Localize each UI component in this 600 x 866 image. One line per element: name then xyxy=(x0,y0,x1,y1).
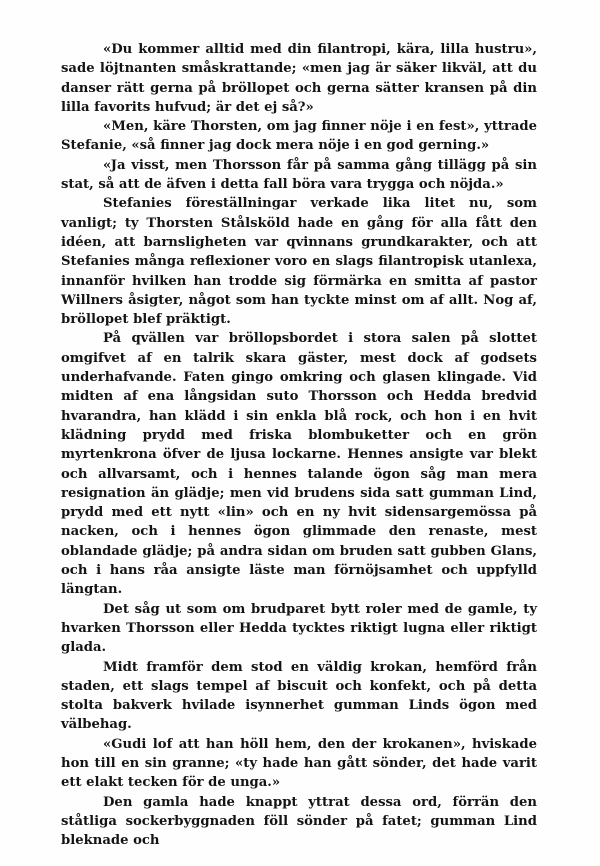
paragraph-8: «Gudi lof att han höll hem, den der krokanen», hviskade hon till en sin granne; «ty hade han gått sönder, det hade varit ett elakt tecken för de unga.» xyxy=(61,736,537,791)
paragraph-5: På qvällen var bröllopsbordet i stora salen på slottet omgifvet af en talrik skara gäster, mest dock af godsets underhafvande. Faten gingo omkring och glasen klingade. Vid midten af ena långsidan suto Thorsson och Hedda bredvid hvarandra, han klädd i sin enkla blå rock, och hon i en hvit klädning prydd med friska blombuketter och en grön myrtenkrona öfver de ljusa lockarne. Hennes ansigte var blekt och allvarsamt, och i hennes talande ögon såg man mera resignation än glädje; men vid brudens sida satt gumman Lind, prydd med ett nytt «lin» och en ny hvit sidensargemössa på nacken, och i hennes ögon glimmade den renaste, mest oblandade glädje; på andra sidan om bruden satt gubben Glans, och i hans råa ansigte läste man förnöjsamhet och uppfylld längtan. xyxy=(61,331,537,598)
paragraph-9: Den gamla hade knappt yttrat dessa ord, förrän den ståtliga sockerbyggnaden föll sönder på fatet; gumman Lind bleknade och xyxy=(61,794,537,849)
paragraph-3: «Ja visst, men Thorsson får på samma gång tillägg på sin stat, så att de äfven i detta fall böra vara trygga och nöjda.» xyxy=(61,157,537,193)
body-text xyxy=(61,40,537,850)
paragraph-1: «Du kommer alltid med din filantropi, kära, lilla hustru», sade löjtnanten småskrattande; «men jag är säker likväl, att du danser rätt gerna på bröllopet och gerna sätter kransen på din lilla favorits hufvud; är det ej så?» xyxy=(61,42,537,115)
paragraph-4: Stefanies föreställningar verkade lika litet nu, som vanligt; ty Thorsten Stålsköld hade en gång för alla fått den idéen, att barnsligheten var qvinnans grundkarakter, och att Stefanies många reflexioner voro en slags filantropisk utanlexa, innanför hvilken han trodde sig förmärka en smitta af pastor Willners åsigter, något som han tyckte minst om af allt. Nog af, bröllopet blef präktigt. xyxy=(61,196,537,328)
paragraph-6: Det såg ut som om brudparet bytt roler med de gamle, ty hvarken Thorsson eller Hedda tycktes riktigt lugna eller riktigt glada. xyxy=(61,601,537,656)
paragraph-2: «Men, käre Thorsten, om jag finner nöje i en fest», yttrade Stefanie, «så finner jag dock mera nöje i en god gerning.» xyxy=(61,119,537,154)
paragraph-7: Midt framför dem stod en väldig krokan, hemförd från staden, ett slags tempel af biscuit och konfekt, och på detta stolta bakverk hvilade isynnerhet gumman Linds ögon med välbehag. xyxy=(61,659,537,733)
